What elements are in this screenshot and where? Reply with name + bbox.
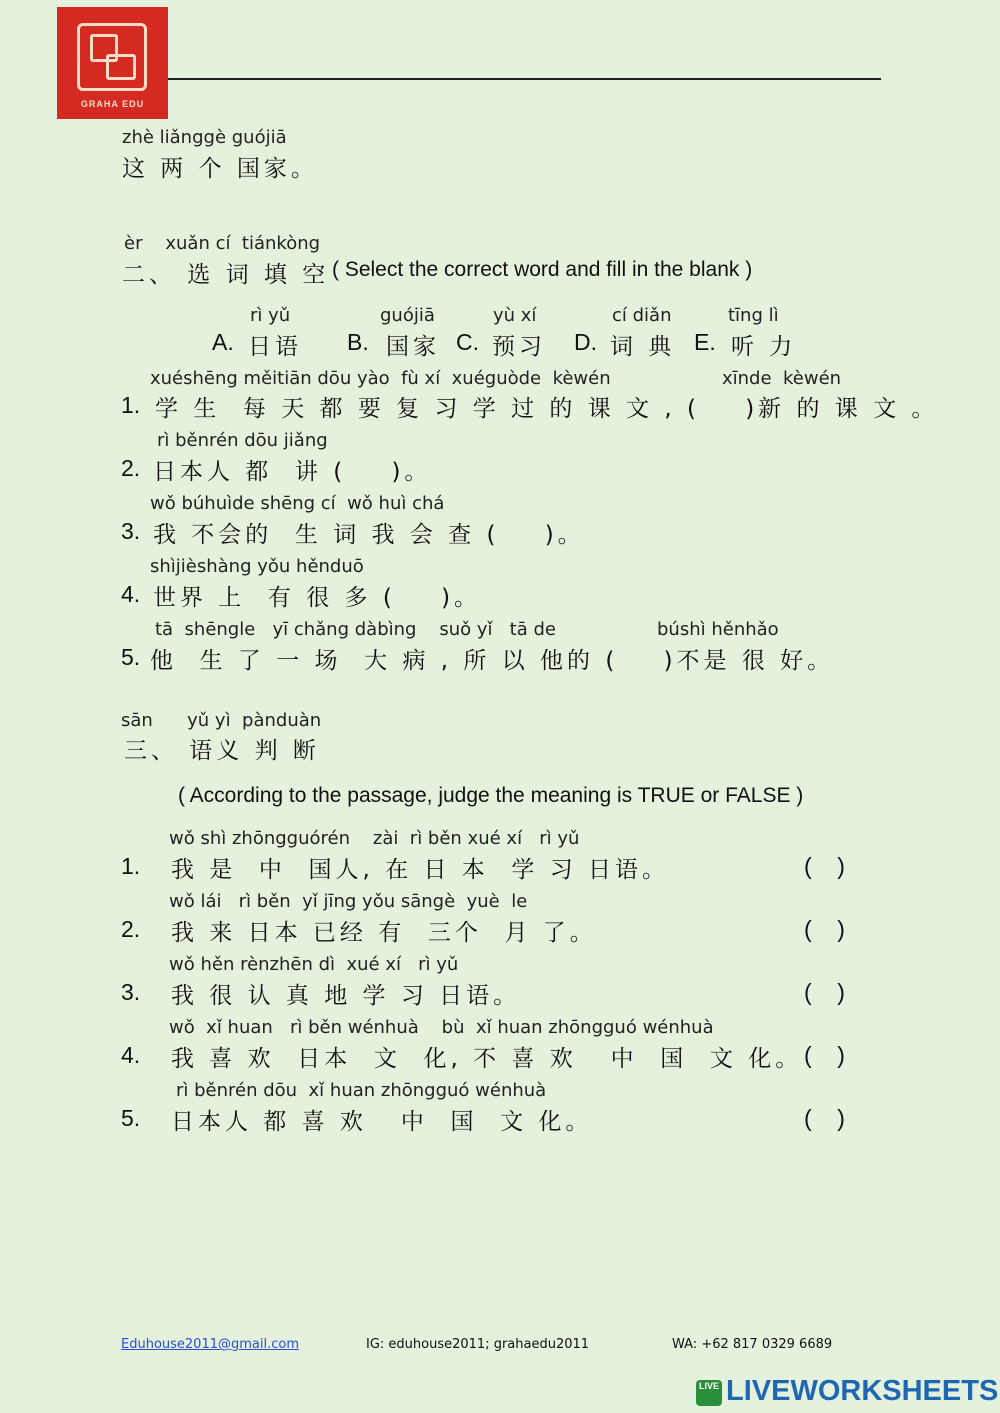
q3-4-number: 4. <box>121 1042 141 1068</box>
q3-2-pinyin: wǒ lái rì běn yǐ jīng yǒu sāngè yuè le <box>169 891 528 912</box>
q3-3-number: 3. <box>121 979 141 1005</box>
q3-3-text: 我 很 认 真 地 学 习 日语。 <box>171 983 521 1009</box>
q3-3-answer-blank[interactable]: ( ) <box>804 979 845 1005</box>
option-d-letter: D. <box>574 329 597 355</box>
footer-whatsapp: WA: +62 817 0329 6689 <box>672 1337 833 1352</box>
header-rule <box>168 78 881 80</box>
q2-1-pinyin-2: xīnde kèwén <box>722 368 842 389</box>
q2-5-pinyin: tā shēngle yī chǎng dàbìng suǒ yǐ tā de <box>155 619 556 640</box>
q2-2-number: 2. <box>121 455 141 481</box>
q3-5-answer-blank[interactable]: ( ) <box>804 1105 845 1131</box>
q2-5-text: 他 生 了 一 场 大 病 , 所 以 他的 ( )不是 很 好。 <box>150 648 835 674</box>
q2-1-number: 1. <box>121 392 141 418</box>
section2-title: 二、 选 词 填 空 <box>122 262 330 288</box>
intro-chinese: 这 两 个 国家。 <box>122 156 318 182</box>
section3-instruction: ( According to the passage, judge the meaning is TRUE or FALSE ) <box>178 784 804 807</box>
intro-pinyin: zhè liǎnggè guójiā <box>122 127 287 148</box>
option-a-letter: A. <box>212 329 234 355</box>
option-b-word: 国家 <box>386 334 440 360</box>
logo-seal-icon <box>77 23 147 91</box>
option-e-letter: E. <box>694 329 716 355</box>
q2-4-pinyin: shìjièshàng yǒu hěnduō <box>150 556 364 577</box>
q3-5-pinyin: rì běnrén dōu xǐ huan zhōngguó wénhuà <box>176 1080 547 1101</box>
q3-4-answer-blank[interactable]: ( ) <box>804 1042 845 1068</box>
section2-title-en: ( Select the correct word and fill in the blank ) <box>332 258 753 281</box>
q3-4-pinyin: wǒ xǐ huan rì běn wénhuà bù xǐ huan zhōngguó wénhuà <box>169 1017 714 1038</box>
section3-pinyin: sān yǔ yì pànduàn <box>121 710 322 731</box>
q2-2-text: 日本人 都 讲 ( )。 <box>153 459 432 485</box>
option-d-pinyin: cí diǎn <box>612 305 672 326</box>
q3-4-text: 我 喜 欢 日本 文 化, 不 喜 欢 中 国 文 化。 <box>171 1046 803 1072</box>
q3-5-number: 5. <box>121 1105 141 1131</box>
option-b-pinyin: guójiā <box>380 305 435 326</box>
q2-2-pinyin: rì běnrén dōu jiǎng <box>157 430 328 451</box>
option-c-word: 预习 <box>492 334 546 360</box>
option-a-word: 日语 <box>248 334 302 360</box>
q3-1-pinyin: wǒ shì zhōngguórén zài rì běn xué xí rì yǔ <box>169 828 580 849</box>
section3-title: 三、 语义 判 断 <box>124 738 320 764</box>
q3-5-text: 日本人 都 喜 欢 中 国 文 化。 <box>171 1109 593 1135</box>
option-a-pinyin: rì yǔ <box>250 305 291 326</box>
liveworksheets-logo-icon: LIVE <box>696 1380 722 1406</box>
q3-2-number: 2. <box>121 916 141 942</box>
q2-3-number: 3. <box>121 518 141 544</box>
q2-5-number: 5. <box>121 644 141 670</box>
q3-1-number: 1. <box>121 853 141 879</box>
option-b-letter: B. <box>347 329 369 355</box>
q2-4-text: 世界 上 有 很 多 ( )。 <box>153 585 482 611</box>
section2-pinyin: èr xuǎn cí tiánkòng <box>124 233 321 254</box>
logo-brand: GRAHA EDU <box>80 99 145 109</box>
q2-1-pinyin: xuéshēng měitiān dōu yào fù xí xuéguòde kèwén <box>150 368 611 389</box>
option-c-letter: C. <box>456 329 479 355</box>
q3-1-text: 我 是 中 国人, 在 日 本 学 习 日语。 <box>171 857 670 883</box>
liveworksheets-wordmark: LIVEWORKSHEETS <box>726 1375 999 1407</box>
option-e-word: 听 力 <box>731 334 797 360</box>
q2-3-text: 我 不会的 生 词 我 会 查 ( )。 <box>153 522 585 548</box>
q2-4-number: 4. <box>121 581 141 607</box>
footer-email-link[interactable]: Eduhouse2011@gmail.com <box>121 1337 299 1352</box>
q3-3-pinyin: wǒ hěn rènzhēn dì xué xí rì yǔ <box>169 954 459 975</box>
logo <box>57 7 168 119</box>
q3-2-text: 我 来 日本 已经 有 三个 月 了。 <box>171 920 597 946</box>
q2-1-text: 学 生 每 天 都 要 复 习 学 过 的 课 文 , ( )新 的 课 文 。 <box>155 396 939 422</box>
option-d-word: 词 典 <box>610 334 676 360</box>
q3-2-answer-blank[interactable]: ( ) <box>804 916 845 942</box>
footer-instagram: IG: eduhouse2011; grahaedu2011 <box>366 1337 590 1352</box>
option-e-pinyin: tīng lì <box>728 305 779 326</box>
option-c-pinyin: yù xí <box>493 305 537 326</box>
q2-3-pinyin: wǒ búhuìde shēng cí wǒ huì chá <box>150 493 445 514</box>
q3-1-answer-blank[interactable]: ( ) <box>804 853 845 879</box>
q2-5-pinyin-2: búshì hěnhǎo <box>657 619 779 640</box>
